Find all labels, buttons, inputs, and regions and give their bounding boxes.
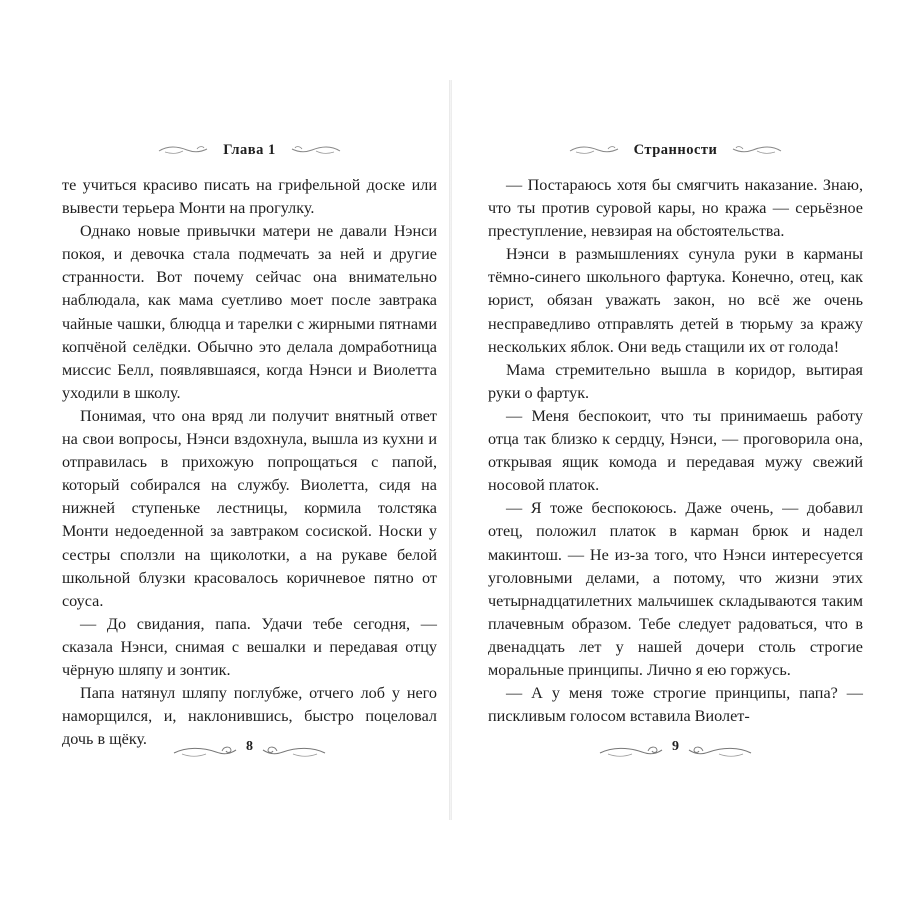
left-body-text (62, 174, 437, 751)
page-number: 9 (672, 739, 679, 754)
flourish-left-icon (568, 143, 620, 157)
left-folio (62, 738, 437, 764)
folio-flourish-right-icon (261, 741, 327, 761)
paragraph: Понимая, что она вряд ли получит внятный ответ на свои вопросы, Нэнси вздохнула, вышла из кухни и отправилась в прихожую попрощаться с папой, который собирался на службу. Виолетта, сидя на нижней ступеньке лестницы, кормила толстяка Монти недоеденной за завтраком сосиской. Носки у сестры сползли на щиколотки, а на рукаве белой школьной блузки красовалось коричневое пятно от соуса. (62, 406, 437, 610)
left-page (62, 0, 437, 900)
book-gutter (449, 80, 452, 820)
paragraph: — До свидания, папа. Удачи тебе сегодня, — сказала Нэнси, снимая с вешалки и передавая отцу чёрную шляпу и зонтик. (62, 614, 437, 679)
folio-flourish-right-icon (687, 741, 753, 761)
paragraph: — Меня беспокоит, что ты принимаешь работу отца так близко к сердцу, Нэнси, — проговорила она, открывая ящик комода и передавая мужу свежий носовой платок. (488, 406, 863, 495)
flourish-left-icon (157, 143, 209, 157)
section-title: Странности (633, 141, 718, 158)
paragraph: — А у меня тоже строгие принципы, папа? — пискливым голосом вставила Виолет- (488, 684, 863, 726)
paragraph: — Я тоже беспокоюсь. Даже очень, — добавил отец, положил платок в карман брюк и надел макинтош. — Не из-за того, что Нэнси интересуется уголовными делами, а потому, что жизни этих четырнадцатилетних мальчишек складываются таким плачевным образом. Тебе следует радоваться, что в двенадцать лет у нашей дочери столь строгие моральные принципы. Лично я ею горжусь. (488, 499, 863, 679)
left-running-head (62, 138, 437, 162)
right-running-head (488, 138, 863, 162)
paragraph: те учиться красиво писать на грифельной доске или вывести терьера Монти на прогулку. (62, 176, 437, 218)
paragraph: Однако новые привычки матери не давали Нэнси покоя, и девочка стала подмечать за ней и другие странности. Вот почему сейчас она внимательно наблюдала, как мама суетливо моет после завтрака чайные чашки, блюдца и тарелки с жирными пятнами копчёной селёдки. Обычно это делала домработница миссис Белл, появлявшаяся, когда Нэнси и Виолетта уходили в школу. (62, 222, 437, 402)
paragraph: Папа натянул шляпу поглубже, отчего лоб у него наморщился, и, наклонившись, быстро поцеловал дочь в щёку. (62, 684, 437, 749)
chapter-title: Глава 1 (223, 141, 276, 158)
folio-flourish-left-icon (172, 741, 238, 761)
right-page (488, 0, 863, 900)
right-folio (488, 738, 863, 764)
right-body-text (488, 174, 863, 728)
paragraph: — Постараюсь хотя бы смягчить наказание. Знаю, что ты против суровой кары, но кража — серьёзное преступление, невзирая на обстоятельства. (488, 176, 863, 241)
page-number: 8 (246, 739, 253, 754)
flourish-right-icon (731, 143, 783, 157)
folio-flourish-left-icon (598, 741, 664, 761)
paragraph: Мама стремительно вышла в коридор, вытирая руки о фартук. (488, 360, 863, 402)
flourish-right-icon (290, 143, 342, 157)
paragraph: Нэнси в размышлениях сунула руки в карманы тёмно-синего школьного фартука. Конечно, отец, как юрист, обязан уважать закон, но всё же очень несправедливо отправлять детей в тюрьму за кражу нескольких яблок. Они ведь стащили их от голода! (488, 245, 863, 356)
